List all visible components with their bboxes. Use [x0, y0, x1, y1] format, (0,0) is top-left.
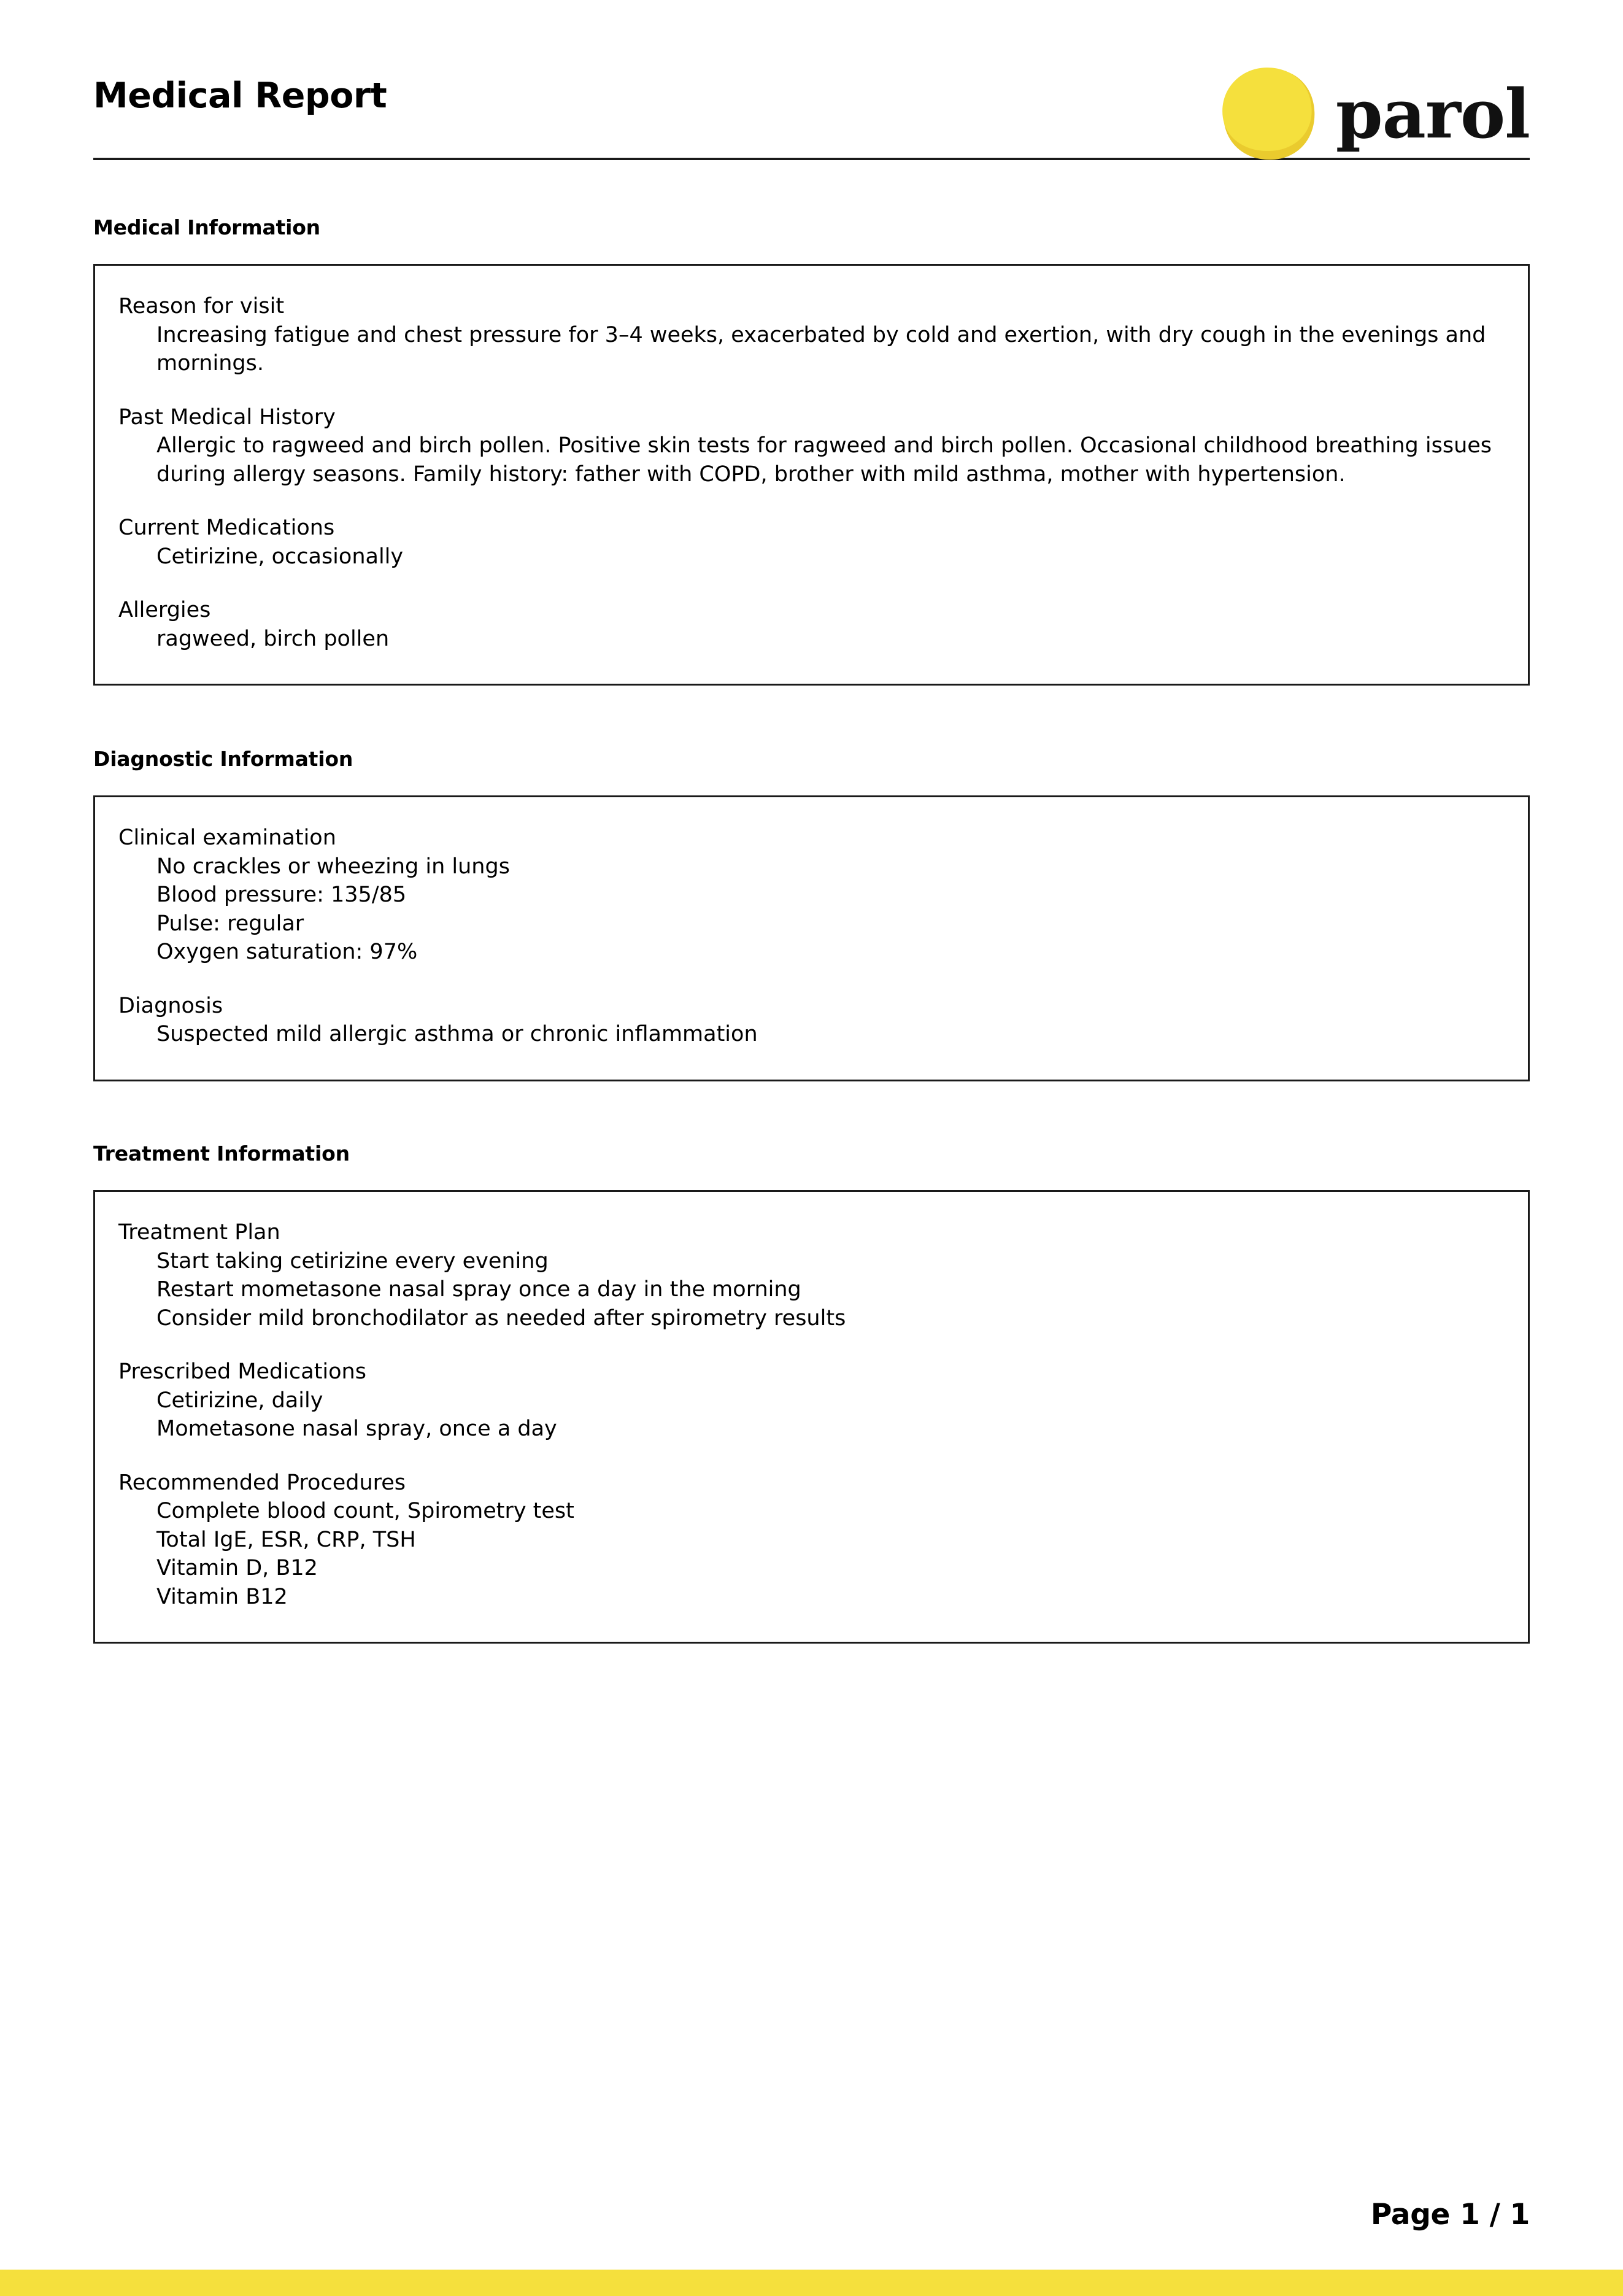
document-footer [93, 2198, 1530, 2232]
field-values [156, 321, 1503, 378]
field-label: Prescribed Medications [118, 1359, 366, 1385]
field-values [156, 1020, 1503, 1049]
field-label: Diagnosis [118, 993, 223, 1018]
section-diagnostic-information [93, 747, 1530, 1081]
field-value: Vitamin D, B12 [156, 1556, 318, 1581]
field-values [156, 543, 1503, 571]
field-value: Allergic to ragweed and birch pollen. Positive skin tests for ragweed and birch pollen. Occasional childhood breathing issues during allergy seasons. Family history: father with COPD, brother with mild asthma, mother with hypertension. [156, 433, 1492, 487]
section-treatment-information [93, 1142, 1530, 1644]
document-header [93, 0, 1530, 158]
section-spacer [93, 686, 1530, 747]
field-value: ragweed, birch pollen [156, 626, 390, 651]
field-label: Past Medical History [118, 404, 336, 430]
field-value: Cetirizine, occasionally [156, 544, 404, 569]
field-reason-for-visit [118, 293, 1503, 378]
field-label: Clinical examination [118, 825, 336, 851]
field-diagnosis [118, 992, 1503, 1049]
field-value: Mometasone nasal spray, once a day [156, 1417, 557, 1442]
page-title: Medical Report [93, 75, 387, 116]
field-treatment-plan [118, 1219, 1503, 1332]
field-past-medical-history [118, 404, 1503, 489]
field-value: Vitamin B12 [156, 1584, 288, 1609]
field-value: Total IgE, ESR, CRP, TSH [156, 1527, 416, 1552]
field-value: Cetirizine, daily [156, 1388, 323, 1413]
brand-logo [1220, 65, 1530, 163]
field-values [156, 625, 1503, 654]
section-box [93, 264, 1530, 686]
field-value: Oxygen saturation: 97% [156, 940, 418, 965]
page-number: Page 1 / 1 [1370, 2198, 1530, 2232]
field-label: Recommended Procedures [118, 1470, 406, 1495]
section-medical-information [93, 215, 1530, 686]
field-value: Blood pressure: 135/85 [156, 883, 407, 908]
field-values [156, 852, 1503, 967]
section-box [93, 1190, 1530, 1644]
field-recommended-procedures [118, 1469, 1503, 1612]
field-value: No crackles or wheezing in lungs [156, 854, 510, 879]
field-value: Pulse: regular [156, 911, 304, 936]
blob-icon [1220, 65, 1317, 163]
field-label: Allergies [118, 598, 211, 623]
field-values [156, 1497, 1503, 1611]
section-heading: Diagnostic Information [93, 747, 353, 771]
field-value: Suspected mild allergic asthma or chronic inflammation [156, 1022, 758, 1047]
field-value: Complete blood count, Spirometry test [156, 1499, 574, 1524]
field-values [156, 431, 1503, 489]
field-label: Current Medications [118, 516, 335, 541]
section-spacer [93, 1081, 1530, 1142]
field-current-medications [118, 514, 1503, 571]
field-prescribed-medications [118, 1358, 1503, 1444]
field-value: Restart mometasone nasal spray once a day in the morning [156, 1277, 801, 1302]
field-value: Consider mild bronchodilator as needed after spirometry results [156, 1305, 846, 1331]
section-heading: Treatment Information [93, 1142, 350, 1166]
footer-accent-bar [0, 2270, 1623, 2296]
field-clinical-examination [118, 824, 1503, 967]
field-allergies [118, 597, 1503, 653]
field-values [156, 1247, 1503, 1333]
field-label: Reason for visit [118, 294, 285, 319]
field-label: Treatment Plan [118, 1220, 280, 1245]
field-value: Increasing fatigue and chest pressure for 3–4 weeks, exacerbated by cold and exertion, with dry cough in the evenings and mornings. [156, 322, 1486, 376]
section-heading: Medical Information [93, 215, 320, 239]
field-values [156, 1386, 1503, 1444]
brand-wordmark: parol [1335, 74, 1530, 153]
section-box [93, 795, 1530, 1081]
field-value: Start taking cetirizine every evening [156, 1248, 549, 1274]
